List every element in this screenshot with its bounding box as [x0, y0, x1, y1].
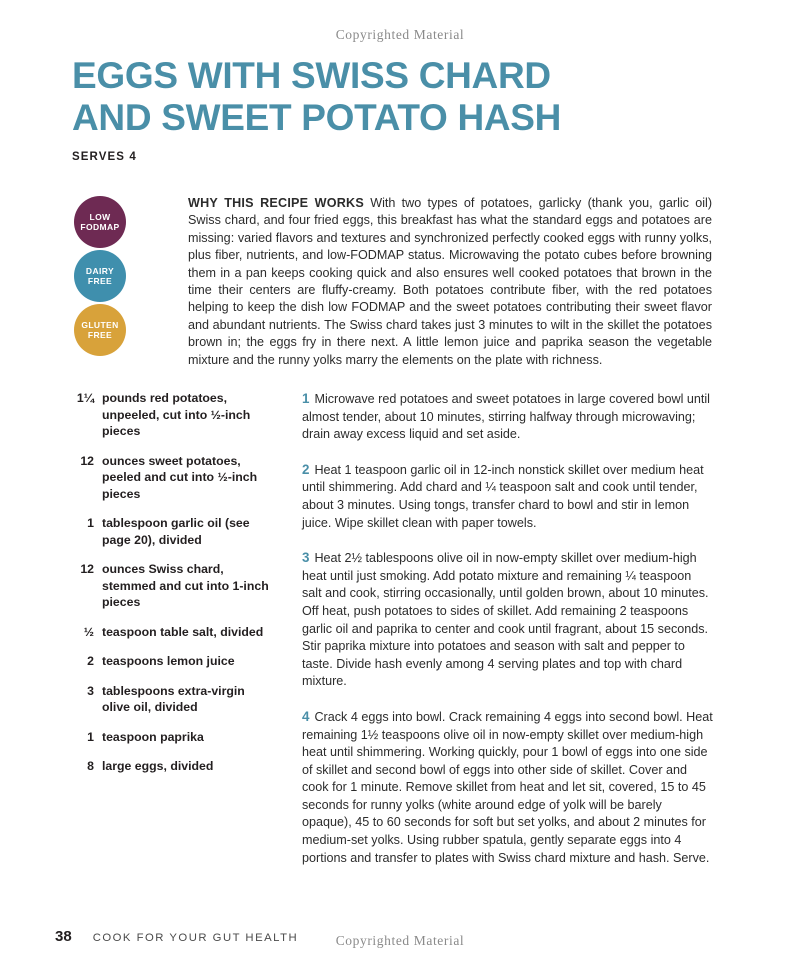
ingredient-text: teaspoon table salt, divided	[102, 624, 264, 639]
instruction-step	[302, 390, 714, 444]
book-title: COOK FOR YOUR GUT HEALTH	[92, 932, 299, 944]
ingredient-amount: ½	[83, 624, 94, 639]
ingredient-amount: 12	[80, 453, 94, 468]
why-this-recipe-works-body: With two types of potatoes, garlicky (thank you, garlic oil) Swiss chard, and four fried eggs, this breakfast has what the standard eggs and potatoes are missing: varied flavors and textures and synchronized perfectly cooked eggs with runny yolks, plus fiber, nutrients, and low-FODMAP status. Microwaving the potato cubes before browning them in a pan keeps cooking quick and also ensures well cooked potatoes that brown in the time their centers are fluffy-creamy. Both potatoes contribute fiber, with the red potatoes helping to keep the dish low FODMAP and the sweet potatoes contributing their sweet flavor and abundant nutrients. The Swiss chard takes just 3 minutes to wilt in the skillet the potatoes brown in; the eggs fry in there next. A little lemon juice and paprika season the vegetable mixture and the runny yolks marry the elements on the plate with richness.	[188, 196, 713, 367]
ingredient-item	[72, 683, 272, 716]
instruction-steps	[302, 390, 714, 884]
ingredient-item	[72, 653, 272, 670]
badge-gluten-free-line-2: FREE	[87, 330, 113, 340]
step-number: 3	[302, 550, 310, 566]
why-this-recipe-works-block	[188, 195, 712, 369]
page-title-line-1: EGGS WITH SWISS CHARD	[72, 55, 551, 96]
ingredient-amount: 3	[87, 683, 94, 698]
step-text: Heat 1 teaspoon garlic oil in 12-inch nonstick skillet over medium heat until shimmering. Add chard and ¼ teaspoon salt and cook until tender, about 3 minutes. Using tongs, transfer chard to bowl and stir in lemon juice. Wipe skillet clean with paper towels.	[302, 462, 704, 530]
ingredient-amount: 8	[87, 759, 94, 773]
badge-low-fodmap-line-2: FODMAP	[80, 222, 120, 232]
serves-label: SERVES 4	[72, 151, 137, 163]
page-number: 38	[55, 928, 72, 945]
badge-dairy-free	[74, 250, 126, 302]
badge-gluten-free	[74, 304, 126, 356]
ingredient-item	[72, 390, 272, 440]
why-this-recipe-works-heading: WHY THIS RECIPE WORKS	[188, 196, 364, 210]
ingredient-text: large eggs, divided	[102, 759, 214, 773]
badge-dairy-free-line-2: FREE	[87, 276, 113, 286]
badge-dairy-free-line-1: DAIRY	[85, 266, 115, 276]
copyright-notice-bottom: Copyrighted Material	[335, 933, 465, 948]
badge-low-fodmap	[74, 196, 126, 248]
ingredient-item	[72, 561, 272, 611]
ingredients-list	[72, 390, 272, 788]
page-title	[72, 55, 712, 139]
badge-low-fodmap-line-1: LOW	[89, 212, 111, 222]
step-number: 1	[302, 391, 310, 406]
step-number: 2	[302, 461, 310, 477]
ingredient-amount: 12	[80, 562, 94, 576]
ingredient-text: teaspoons lemon juice	[102, 654, 235, 668]
diet-badge-group	[74, 196, 128, 358]
step-text: Microwave red potatoes and sweet potatoes in large covered bowl until almost tender, about 10 minutes, stirring halfway through microwaving; drain away excess liquid and set aside.	[302, 392, 710, 442]
step-text: Crack 4 eggs into bowl. Crack remaining 4 eggs into second bowl. Heat remaining 1½ teaspoons olive oil in now-empty skillet over medium-high heat until shimmering. Working quickly, pour 1 bowl of eggs into one side of skillet and second bowl of eggs into other side of skillet. Cover and cook for 1 minute. Remove skillet from heat and let sit, covered, 15 to 45 seconds for runny yolks (white around edge of yolk will be barely opaque), 45 to 60 seconds for soft but set yolks, and about 2 minutes for medium-set yolks. Using rubber spatula, gently separate eggs into 4 portions and transfer to plates with Swiss chard mixture and hash. Serve.	[302, 709, 713, 865]
ingredient-text: pounds red potatoes, unpeeled, cut into ½-inch pieces	[102, 391, 251, 438]
copyright-notice-top: Copyrighted Material	[335, 27, 465, 42]
instruction-step	[302, 708, 714, 867]
instruction-step	[302, 461, 714, 532]
ingredient-text: tablespoon garlic oil (see page 20), divided	[102, 516, 250, 547]
ingredient-amount: 1¼	[76, 391, 94, 405]
instruction-step	[302, 549, 714, 691]
ingredient-item	[72, 758, 272, 775]
step-text: Heat 2½ tablespoons olive oil in now-empty skillet over medium-high heat until just smoking. Add potato mixture and remaining ¼ teaspoon salt and cook, stirring occasionally, until golden brown, about 10 minutes. Off heat, push potatoes to sides of skillet. Add remaining 2 teaspoons garlic oil and paprika to center and cook until fragrant, about 15 seconds. Stir paprika mixture into potatoes and season with salt and pepper to taste. Divide hash evenly among 4 serving plates and top with chard mixture.	[302, 551, 709, 689]
ingredient-text: tablespoons extra-virgin olive oil, divided	[102, 683, 245, 714]
step-number: 4	[302, 708, 310, 724]
page-title-line-2: AND SWEET POTATO HASH	[72, 97, 562, 138]
ingredient-text: teaspoon paprika	[102, 729, 204, 744]
ingredient-item	[72, 624, 272, 641]
ingredient-amount: 1	[87, 516, 94, 530]
ingredient-item	[72, 729, 272, 746]
ingredient-text: ounces sweet potatoes, peeled and cut into ½-inch pieces	[102, 453, 258, 501]
ingredient-text: ounces Swiss chard, stemmed and cut into 1-inch pieces	[102, 562, 269, 609]
ingredient-item	[72, 515, 272, 548]
ingredient-amount: 2	[87, 654, 94, 668]
ingredient-amount: 1	[87, 729, 94, 744]
badge-gluten-free-line-1: GLUTEN	[81, 320, 119, 330]
ingredient-item	[72, 453, 272, 503]
